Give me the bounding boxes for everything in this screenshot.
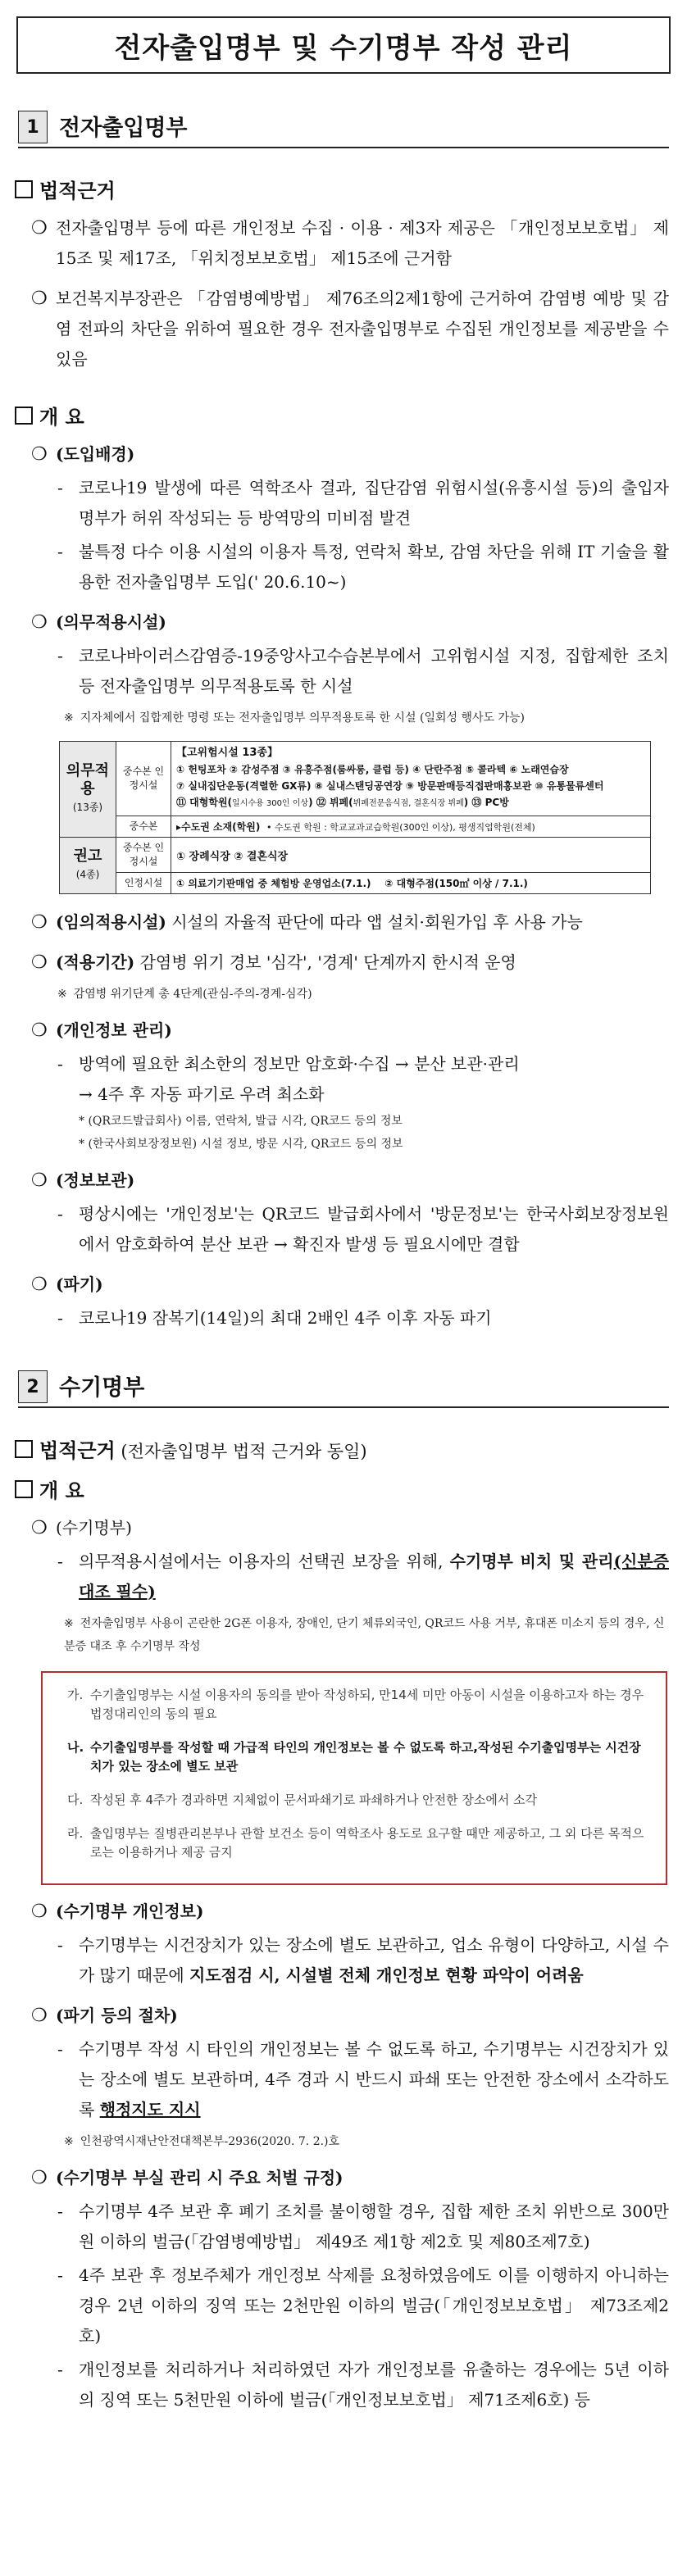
guideline-item: 라. 출입명부는 질병관리본부나 관할 보건소 등이 역학조사 용도로 요구할 때만 제공하고, 그 외 다른 목적으로는 이용하거나 제공 금지 (67, 1826, 644, 1860)
circle-bullet-icon: ❍ (31, 2168, 48, 2188)
list-item: ❍ (의무적용시설) (31, 607, 669, 638)
note: ※ 전자출입명부 사용이 곤란한 2G폰 이용자, 장애인, 단기 체류외국인, QR코드 사용 거부, 휴대폰 미소지 등의 경우, 신분증 대조 후 수기명부 작성 (64, 1617, 665, 1653)
section-1-header (18, 110, 669, 148)
circle-bullet-icon: ❍ (31, 2006, 48, 2026)
list-item: - 평상시에는 '개인정보'는 QR코드 발급회사에서 '방문정보'는 한국사회보장정보원에서 암호화하여 분산 보관 → 확진자 발생 등 필요시에만 결합 (57, 1204, 669, 1254)
note-asterisk-icon: * (79, 1138, 84, 1151)
legal-basis-heading: 법적근거 (15, 175, 687, 203)
guideline-item: 다. 작성된 후 4주가 경과하면 지체없이 문서파쇄기로 파쇄하거나 안전한 장소에서 소각 (67, 1792, 538, 1807)
square-bullet-icon (15, 180, 33, 198)
note: ※ 감염병 위기단계 총 4단계(관심-주의-경계-심각) (57, 988, 312, 1001)
table-cell: 중수본 (116, 816, 171, 838)
note: * (QR코드발급회사) 이름, 연락처, 발급 시각, QR코드 등의 정보 (79, 1115, 403, 1128)
circle-bullet-icon: ❍ (31, 952, 48, 973)
list-item: ❍ (파기) (31, 1270, 669, 1300)
circle-bullet-icon: ❍ (31, 1274, 48, 1295)
circle-bullet-icon: ❍ (31, 1020, 48, 1041)
list-item: - 방역에 필요한 최소한의 정보만 암호화·수집 → 분산 보관·관리 (57, 1054, 520, 1074)
section-title: 전자출입명부 (59, 116, 188, 141)
list-item: ❍ (수기명부 부실 관리 시 주요 처벌 규정) (31, 2163, 669, 2193)
legal-basis-heading: 법적근거 (전자출입명부 법적 근거와 동일) (15, 1434, 687, 1463)
table-cell: 인정시설 (116, 873, 171, 894)
document-page (0, 16, 687, 2576)
list-item: ❍ (도입배경) (31, 439, 669, 470)
mandatory-group-cell: 의무적용 (13종) (60, 742, 116, 838)
note-asterisk-icon: ※ (57, 988, 67, 1001)
table-cell: ▸수도권 소재(학원) • 수도권 학원 : 학교교과교습학원(300인 이상), 평생직업학원(전체) (171, 816, 651, 838)
note: ※ 지자체에서 집합제한 명령 또는 전자출입명부 의무적용토록 한 시설 (일회성 행사도 가능) (64, 711, 525, 725)
circle-bullet-icon: ❍ (31, 912, 48, 933)
section-2-header (18, 1370, 669, 1408)
table-cell: 중수본 인정시설 (116, 742, 171, 816)
facility-table (59, 741, 651, 894)
list-item: ❍ (파기 등의 절차) (31, 2001, 669, 2031)
recommended-group-cell: 권고 (4종) (60, 838, 116, 894)
square-bullet-icon (15, 1440, 33, 1458)
section-title: 수기명부 (59, 1375, 145, 1401)
circle-bullet-icon: ❍ (31, 444, 48, 465)
list-item: ❍ (개인정보 관리) (31, 1015, 669, 1046)
note-asterisk-icon: ※ (64, 711, 74, 725)
circle-bullet-icon: ❍ (31, 1901, 48, 1922)
note-asterisk-icon: ※ (64, 1617, 74, 1630)
circle-bullet-icon: ❍ (31, 612, 48, 633)
document-title: 전자출입명부 및 수기명부 작성 관리 (16, 16, 671, 74)
section-number: 1 (18, 111, 48, 143)
table-cell: ① 의료기기판매업 중 체험방 운영업소(7.1.) ② 대형주점(150㎡ 이상 / 7.1.) (171, 873, 651, 894)
list-item: - 수기명부는 시건장치가 있는 장소에 별도 보관하고, 업소 유형이 다양하고, 시설 수가 많기 때문에 지도점검 시, 시설별 전체 개인정보 현황 파악이 어려움 (57, 1935, 669, 1985)
list-item: - 개인정보를 처리하거나 처리하였던 자가 개인정보를 유출하는 경우에는 5년 이하의 징역 또는 5천만원 이하에 벌금(「개인정보보호법」 제71조제6호) 등 (57, 2360, 669, 2410)
circle-bullet-icon: ❍ (31, 218, 48, 239)
list-item: ❍ 보건복지부장관은 「감염병예방법」 제76조의2제1항에 근거하여 감염병 예방 및 감염 전파의 차단을 위하여 필요한 경우 전자출입명부로 수집된 개인정보를 제공받을 수 있음 (31, 284, 669, 375)
list-item: - 불특정 다수 이용 시설의 이용자 특정, 연락처 확보, 감염 차단을 위해 IT 기술을 활용한 전자출입명부 도입(' 20.6.10~) (57, 542, 669, 592)
list-item: - 의무적용시설에서는 이용자의 선택권 보장을 위해, 수기명부 비치 및 관리(신분증 대조 필수) (57, 1552, 669, 1601)
square-bullet-icon (15, 407, 33, 425)
overview-heading: 개 요 (15, 401, 687, 429)
list-item: - 4주 보관 후 정보주체가 개인정보 삭제를 요청하였음에도 이를 이행하지 아니하는 경우 2년 이하의 징역 또는 2천만원 이하의 벌금(「개인정보보호법」 제73조제2호) (57, 2265, 669, 2346)
overview-heading: 개 요 (15, 1474, 687, 1503)
list-item: - 코로나19 잠복기(14일)의 최대 2배인 4주 이후 자동 파기 (57, 1308, 492, 1328)
list-item: ❍ (수기명부 개인정보) (31, 1897, 669, 1927)
list-item: ❍ (정보보관) (31, 1165, 669, 1196)
note-asterisk-icon: ※ (64, 2135, 74, 2148)
list-item: ❍ (수기명부) (31, 1513, 669, 1543)
note: ※ 인천광역시재난안전대책본부-2936(2020. 7. 2.)호 (64, 2135, 340, 2148)
list-item: - 수기명부 4주 보관 후 폐기 조치를 불이행할 경우, 집합 제한 조치 위반으로 300만원 이하의 벌금(「감염병예방법」 제49조 제1항 제2호 및 제80조제7호) (57, 2201, 669, 2251)
section-number: 2 (18, 1370, 48, 1403)
guideline-item: 나. 수기출입명부를 작성할 때 가급적 타인의 개인정보는 볼 수 없도록 하고,작성된 수기출입명부는 시건장치가 있는 장소에 별도 보관 (67, 1740, 641, 1774)
note: * (한국사회보장정보원) 시설 정보, 방문 시각, QR코드 등의 정보 (79, 1138, 403, 1151)
list-item: → 4주 후 자동 파기로 우려 최소화 (79, 1084, 325, 1104)
list-item: - 코로나바이러스감염증-19중앙사고수습본부에서 고위험시설 지정, 집합제한 조치 등 전자출입명부 의무적용토록 한 시설 (57, 646, 669, 696)
table-cell: ① 장례식장 ② 결혼식장 (171, 838, 651, 873)
circle-bullet-icon: ❍ (31, 1170, 48, 1191)
note-asterisk-icon: * (79, 1115, 84, 1128)
list-item: ❍ (임의적용시설) 시설의 자율적 판단에 따라 앱 설치·회원가입 후 사용 가능 (31, 907, 669, 938)
high-risk-facility-list: 【고위험시설 13종】 ① 헌팅포차 ② 감성주점 ③ 유흥주점(룸싸롱, 클럽 등) ④ 단란주점 ⑤ 콜라텍 ⑥ 노래연습장 ⑦ 실내집단운동(격렬한 GX류) ⑧ 실내스탠딩공연장 ⑨ 방문판매등직접판매홍보관 ⑩ 유통물류센터 ⑪ 대형학원(일시수용 300인 이상) ⑫ 뷔페(뷔페전문음식점, 결혼식장 뷔페) ⑬ PC방 (171, 742, 651, 816)
circle-bullet-icon: ❍ (31, 288, 48, 309)
list-item: ❍ (적용기간) 감염병 위기 경보 '심각', '경계' 단계까지 한시적 운영 (31, 947, 669, 978)
list-item: - 수기명부 작성 시 타인의 개인정보는 볼 수 없도록 하고, 수기명부는 시건장치가 있는 장소에 별도 보관하며, 4주 경과 시 반드시 파쇄 또는 안전한 장소에서 소각하도록 행정지도 지시 (57, 2039, 669, 2119)
guideline-item: 가. 수기출입명부는 시설 이용자의 동의를 받아 작성하되, 만14세 미만 아동이 시설을 이용하고자 하는 경우 법정대리인의 동의 필요 (67, 1688, 644, 1721)
guideline-box (41, 1671, 667, 1885)
list-item: ❍ 전자출입명부 등에 따른 개인정보 수집 · 이용 · 제3자 제공은 「개인정보보호법」 제15조 및 제17조, 「위치정보보호법」 제15조에 근거함 (31, 213, 669, 274)
list-item: - 코로나19 발생에 따른 역학조사 결과, 집단감염 위험시설(유흥시설 등)의 출입자 명부가 허위 작성되는 등 방역망의 미비점 발견 (57, 478, 669, 528)
square-bullet-icon (15, 1480, 33, 1498)
circle-bullet-icon: ❍ (31, 1518, 48, 1538)
table-cell: 중수본 인정시설 (116, 838, 171, 873)
